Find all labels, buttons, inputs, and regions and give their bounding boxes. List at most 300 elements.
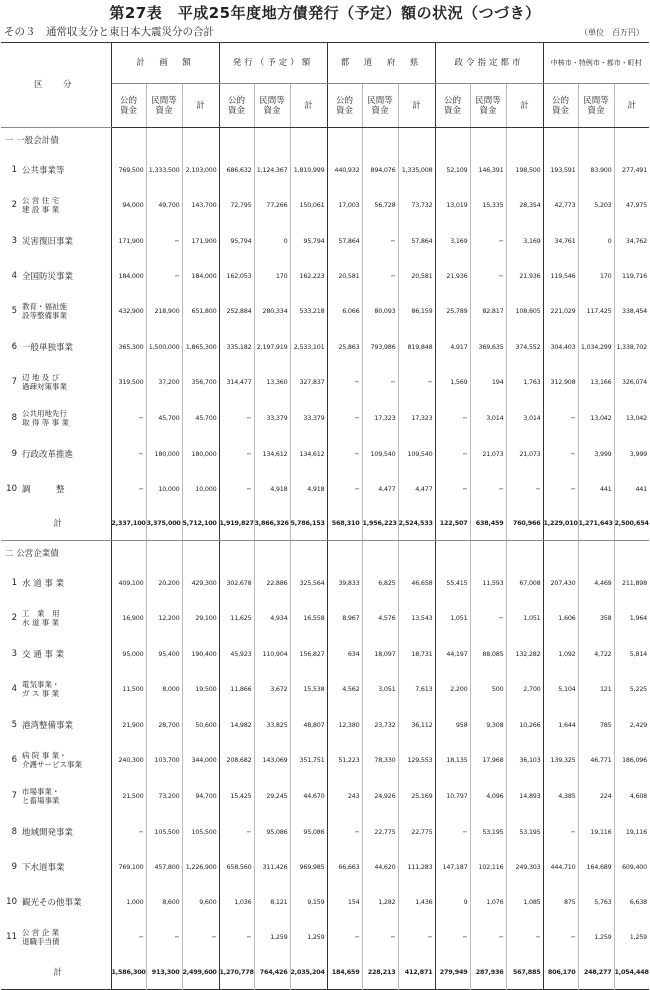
value-cell: 18,135 [435,742,470,778]
value-cell: − [111,471,146,506]
value-cell: 18,097 [362,636,398,671]
value-cell: 1,051 [506,600,543,636]
value-cell: 3,866,326 [254,506,290,541]
value-cell: − [219,471,254,506]
value-cell: 0 [578,223,614,258]
value-cell: 441 [614,471,649,506]
value-cell: 21,073 [470,436,506,471]
value-cell: 4,608 [614,778,649,814]
value-cell: 338,454 [614,293,649,329]
value-cell: 568,310 [327,506,362,541]
section-label: 二 公営企業債 [1,541,111,566]
value-cell: 42,773 [543,187,578,223]
value-cell: 15,425 [219,778,254,814]
value-cell: 1,085 [506,884,543,919]
table-row [1,364,649,400]
total-label: 計 [1,506,111,541]
table-header [1,43,649,128]
value-cell: 162,053 [219,258,254,293]
value-cell: 88,085 [470,636,506,671]
value-cell: 17,968 [470,742,506,778]
value-cell: 5,225 [614,671,649,707]
value-cell: 1,810,999 [290,152,327,187]
value-cell: 56,728 [362,187,398,223]
value-cell: 1,259 [254,919,290,955]
row-name: 行政改革推進 [22,449,74,460]
value-cell: 1,076 [470,884,506,919]
empty-cell [327,541,362,566]
empty-cell [362,541,398,566]
value-cell: 440,932 [327,152,362,187]
value-cell: 1,586,300 [111,955,146,990]
value-cell: 208,682 [219,742,254,778]
row-number: 6 [11,755,17,765]
table-title: 第27表 平成25年度地方債発行（予定）額の状況（つづき） [109,4,541,22]
table-row [1,778,649,814]
value-cell: 95,794 [290,223,327,258]
value-cell: 1,054,448 [614,955,649,990]
value-cell: − [543,436,578,471]
value-cell: 634 [327,636,362,671]
value-cell: 36,112 [398,707,435,742]
value-cell: 2,337,100 [111,506,146,541]
value-cell: 45,700 [182,400,219,436]
value-cell: 22,775 [398,814,435,849]
row-label [1,565,111,600]
value-cell: 129,553 [398,742,435,778]
value-cell: 95,794 [219,223,254,258]
row-name: 公共用地先行 取 得 等 事 業 [22,409,70,427]
value-cell: 279,949 [435,955,470,990]
value-cell: 4,918 [290,471,327,506]
value-cell: 67,008 [506,565,543,600]
row-number: 5 [11,719,17,730]
value-cell: − [470,471,506,506]
value-cell: 13,543 [398,600,435,636]
subtotal-header: 計 [506,84,543,128]
value-cell: 6,825 [362,565,398,600]
value-cell: 8,967 [327,600,362,636]
value-cell: − [362,258,398,293]
value-cell: 686,632 [219,152,254,187]
value-cell: 2,500,654 [614,506,649,541]
row-label [1,671,111,707]
row-number: 2 [11,613,17,623]
value-cell: 50,600 [182,707,219,742]
value-cell: 304,403 [543,329,578,364]
value-cell: 221,029 [543,293,578,329]
value-cell: 19,500 [182,671,219,707]
value-cell: 224 [578,778,614,814]
row-number: 1 [11,577,17,588]
public-funds-header: 公的 資金 [219,84,254,128]
value-cell: 44,620 [362,849,398,884]
value-cell: 15,538 [290,671,327,707]
empty-cell [219,541,254,566]
row-number: 1 [11,164,17,175]
value-cell: − [219,436,254,471]
row-number: 5 [11,306,17,316]
value-cell: 20,581 [398,258,435,293]
value-cell: 18,731 [398,636,435,671]
value-cell: − [182,919,219,955]
value-cell: 412,871 [398,955,435,990]
value-cell: − [506,471,543,506]
empty-cell [470,128,506,153]
value-cell: − [543,814,578,849]
value-cell: 8,121 [254,884,290,919]
value-cell: 121 [578,671,614,707]
value-cell: 4,477 [362,471,398,506]
value-cell: 5,786,153 [290,506,327,541]
table-row [1,742,649,778]
row-label [1,329,111,364]
section-header-row [1,128,649,153]
row-name: 全国防災事業 [22,271,74,282]
value-cell: 2,533,101 [290,329,327,364]
row-number: 8 [11,413,17,423]
value-cell: 19,116 [578,814,614,849]
value-cell: − [435,436,470,471]
row-number: 4 [11,684,17,694]
value-cell: 10,797 [435,778,470,814]
value-cell: 3,014 [470,400,506,436]
value-cell: 13,360 [254,364,290,400]
value-cell: 1,034,299 [578,329,614,364]
total-row [1,506,649,541]
empty-cell [614,128,649,153]
value-cell: 312,908 [543,364,578,400]
value-cell: 9,159 [290,884,327,919]
private-funds-header: 民間等 資金 [470,84,506,128]
value-cell: 33,379 [254,400,290,436]
value-cell: 37,200 [146,364,182,400]
value-cell: 806,170 [543,955,578,990]
public-funds-header: 公的 資金 [327,84,362,128]
row-label [1,152,111,187]
value-cell: 1,865,300 [182,329,219,364]
value-cell: 429,300 [182,565,219,600]
value-cell: 95,000 [111,636,146,671]
value-cell: 171,900 [182,223,219,258]
value-cell: 198,500 [506,152,543,187]
value-cell: 4,096 [470,778,506,814]
value-cell: 24,926 [362,778,398,814]
value-cell: − [470,919,506,955]
value-cell: 46,771 [578,742,614,778]
empty-cell [254,128,290,153]
empty-cell [290,128,327,153]
table-row [1,671,649,707]
row-name: 調 整 [22,484,65,495]
value-cell: 46,658 [398,565,435,600]
value-cell: 2,700 [506,671,543,707]
value-cell: 80,093 [362,293,398,329]
row-label [1,364,111,400]
value-cell: 875 [543,884,578,919]
value-cell: 29,245 [254,778,290,814]
value-cell: − [111,919,146,955]
value-cell: 769,100 [111,849,146,884]
value-cell: 3,999 [614,436,649,471]
value-cell: 500 [470,671,506,707]
value-cell: 567,885 [506,955,543,990]
value-cell: 1,229,010 [543,506,578,541]
value-cell: 1,919,827 [219,506,254,541]
value-cell: 1,259 [290,919,327,955]
row-name: 公 営 企 業 退職手当債 [22,928,60,946]
value-cell: 1,569 [435,364,470,400]
value-cell: 17,323 [362,400,398,436]
value-cell: − [327,919,362,955]
value-cell: 132,282 [506,636,543,671]
value-cell: 1,271,643 [578,506,614,541]
value-cell: 12,200 [146,600,182,636]
value-cell: 47,975 [614,187,649,223]
value-cell: 164,689 [578,849,614,884]
value-cell: 1,644 [543,707,578,742]
value-cell: 5,814 [614,636,649,671]
value-cell: 25,789 [435,293,470,329]
row-label-header: 区 分 [1,43,111,128]
value-cell: 21,936 [435,258,470,293]
value-cell: 326,074 [614,364,649,400]
value-cell: 4,934 [254,600,290,636]
value-cell: − [543,471,578,506]
value-cell: − [327,814,362,849]
value-cell: 785 [578,707,614,742]
value-cell: 1,124,367 [254,152,290,187]
table-row [1,600,649,636]
table-row [1,400,649,436]
value-cell: 52,109 [435,152,470,187]
value-cell: 34,761 [543,223,578,258]
row-number: 7 [11,377,17,387]
value-cell: 335,182 [219,329,254,364]
value-cell: 240,300 [111,742,146,778]
value-cell: 1,500,000 [146,329,182,364]
value-cell: − [111,814,146,849]
empty-cell [146,541,182,566]
value-cell: 1,259 [614,919,649,955]
value-cell: 4,722 [578,636,614,671]
value-cell: 15,335 [470,187,506,223]
empty-cell [146,128,182,153]
value-cell: 3,051 [362,671,398,707]
section-label: 一 一般会計債 [1,128,111,153]
value-cell: 11,500 [111,671,146,707]
value-cell: 194 [470,364,506,400]
value-cell: − [398,919,435,955]
row-name: 辺 地 及 び 過疎対策事業 [22,373,67,391]
value-cell: 457,800 [146,849,182,884]
value-cell: 20,200 [146,565,182,600]
private-funds-header: 民間等 資金 [362,84,398,128]
value-cell: 190,400 [182,636,219,671]
value-cell: 1,036 [219,884,254,919]
empty-cell [435,541,470,566]
group-header-issued: 発行（予定）額 [219,43,327,84]
value-cell: 44,197 [435,636,470,671]
empty-cell [254,541,290,566]
row-name: 水 道 事 業 [22,578,65,589]
value-cell: 5,203 [578,187,614,223]
value-cell: 53,195 [470,814,506,849]
row-name: 災害復旧事業 [22,236,74,247]
subtotal-header: 計 [290,84,327,128]
value-cell: 146,391 [470,152,506,187]
value-cell: 49,700 [146,187,182,223]
value-cell: 1,964 [614,600,649,636]
table-row [1,636,649,671]
value-cell: 5,712,100 [182,506,219,541]
value-cell: 171,900 [111,223,146,258]
value-cell: 277,491 [614,152,649,187]
value-cell: 13,042 [614,400,649,436]
value-cell: 2,197,919 [254,329,290,364]
value-cell: 4,477 [398,471,435,506]
value-cell: 147,187 [435,849,470,884]
table-subtitle: その３ 通常収支分と東日本大震災分の合計 [4,26,214,38]
value-cell: 51,223 [327,742,362,778]
value-cell: − [543,400,578,436]
value-cell: 20,581 [327,258,362,293]
value-cell: 134,612 [254,436,290,471]
value-cell: 105,500 [146,814,182,849]
value-cell: 1,282 [362,884,398,919]
table-row [1,707,649,742]
value-cell: 186,096 [614,742,649,778]
value-cell: 1,226,900 [182,849,219,884]
unit-note: （単位 百万円） [580,28,644,37]
value-cell: 150,061 [290,187,327,223]
value-cell: − [362,364,398,400]
value-cell: 793,986 [362,329,398,364]
value-cell: − [327,400,362,436]
value-cell: 34,762 [614,223,649,258]
value-cell: 122,507 [435,506,470,541]
value-cell: 13,019 [435,187,470,223]
table-row [1,223,649,258]
value-cell: 22,775 [362,814,398,849]
value-cell: 319,500 [111,364,146,400]
value-cell: 1,333,500 [146,152,182,187]
value-cell: 609,400 [614,849,649,884]
value-cell: 45,700 [146,400,182,436]
value-cell: 57,864 [327,223,362,258]
value-cell: 1,270,778 [219,955,254,990]
value-cell: 4,576 [362,600,398,636]
value-cell: 3,169 [506,223,543,258]
row-name: 公 営 住 宅 建 設 事 業 [22,196,60,214]
value-cell: 23,732 [362,707,398,742]
total-label: 計 [1,955,111,990]
value-cell: 302,678 [219,565,254,600]
row-label [1,400,111,436]
value-cell: 325,564 [290,565,327,600]
row-label [1,258,111,293]
value-cell: 83,900 [578,152,614,187]
value-cell: 228,213 [362,955,398,990]
value-cell: 14,982 [219,707,254,742]
empty-cell [578,128,614,153]
private-funds-header: 民間等 資金 [146,84,182,128]
value-cell: 441 [578,471,614,506]
value-cell: 184,659 [327,955,362,990]
value-cell: 9 [435,884,470,919]
value-cell: 4,469 [578,565,614,600]
value-cell: − [470,258,506,293]
value-cell: − [219,400,254,436]
value-cell: 95,086 [290,814,327,849]
value-cell: 78,330 [362,742,398,778]
value-cell: 365,300 [111,329,146,364]
value-cell: 5,104 [543,671,578,707]
value-cell: 8,600 [146,884,182,919]
value-cell: 2,499,600 [182,955,219,990]
table-row [1,471,649,506]
row-number: 3 [11,648,17,659]
value-cell: 110,904 [254,636,290,671]
row-number: 11 [6,932,17,942]
value-cell: 21,500 [111,778,146,814]
private-funds-header: 民間等 資金 [254,84,290,128]
row-label [1,814,111,849]
table-row [1,329,649,364]
row-name: 下水道事業 [22,862,65,873]
value-cell: 29,100 [182,600,219,636]
value-cell: 170 [578,258,614,293]
table-row [1,565,649,600]
total-row [1,955,649,990]
empty-cell [543,541,578,566]
value-cell: − [327,436,362,471]
value-cell: 94,700 [182,778,219,814]
value-cell: 1,335,008 [398,152,435,187]
value-cell: 105,500 [182,814,219,849]
value-cell: − [362,919,398,955]
value-cell: 760,966 [506,506,543,541]
value-cell: 6,638 [614,884,649,919]
value-cell: 1,338,702 [614,329,649,364]
row-label [1,884,111,919]
value-cell: 314,477 [219,364,254,400]
value-cell: 44,670 [290,778,327,814]
row-label [1,436,111,471]
table-row [1,187,649,223]
value-cell: 432,900 [111,293,146,329]
value-cell: 243 [327,778,362,814]
value-cell: − [327,471,362,506]
value-cell: 9,308 [470,707,506,742]
value-cell: 33,825 [254,707,290,742]
public-funds-header: 公的 資金 [543,84,578,128]
empty-cell [506,128,543,153]
value-cell: 77,266 [254,187,290,223]
value-cell: 2,103,000 [182,152,219,187]
row-label [1,187,111,223]
table-row [1,436,649,471]
row-name: 病 院 事 業・ 介護サービス事業 [22,751,82,769]
value-cell: − [146,223,182,258]
value-cell: 72,795 [219,187,254,223]
value-cell: 356,700 [182,364,219,400]
value-cell: 894,076 [362,152,398,187]
value-cell: − [219,814,254,849]
value-cell: 2,035,204 [290,955,327,990]
row-name: 工 業 用 水 道 事 業 [22,609,60,627]
empty-cell [290,541,327,566]
